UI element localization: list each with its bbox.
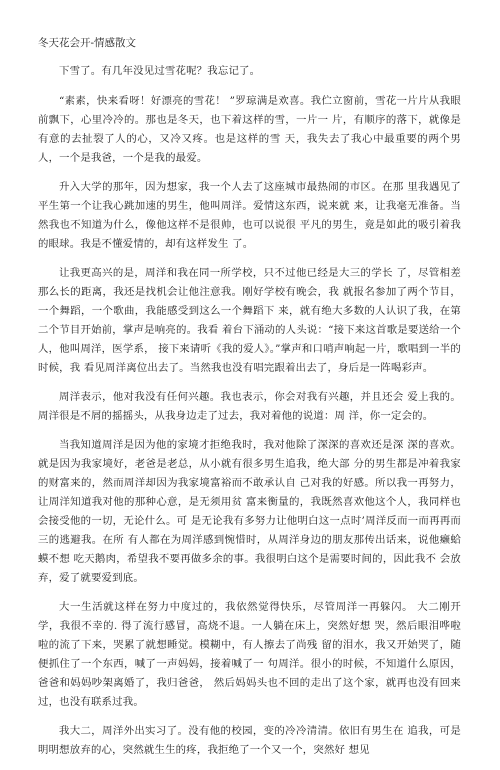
document-title: 冬天花会开-情感散文 — [38, 37, 137, 49]
paragraph: 当我知道周洋是因为他的家境才拒绝我时，我对他除了深深的喜欢还是深 深的喜欢。就是因为我家境好，老爸是老总，从小就有很多男生追我，绝大部 分的男生都是冲着我家的财富来的，然而周洋却因为我家境富裕而不敢承认自 己对我的好感。所以我一再努力，让周洋知道我对他的那种心意，是无须用贫 富来衡量的，我既然喜欢他这个人，我同样也会接受他的一切，无论什么。可 是无论我有多努力让他明白这一点时’周洋反而一而再再而三的逃避我。在所 有人都在为周洋感到惋惜时，从周洋身边的朋友那传出话来，说他癞蛤蟆不想 吃天鹅肉，希望我不要再做多余的事。我很明白这个是需要时间的，因此我不 会放弃，爱了就要爱到底。 — [38, 439, 461, 584]
document-body — [38, 62, 461, 770]
paragraph: 下雪了。有几年没见过雪花呢？我忘记了。 — [59, 65, 261, 77]
paragraph: 周洋表示，他对我没有任何兴趣。我也表示，你会对我有兴趣，并且还会 爱上我的。周洋很是不屑的摇摇头，从我身边走了过去，我对着他的说道：周 洋，你一定会的。 — [38, 391, 461, 422]
paragraph: 我大二，周洋外出实习了。没有他的校园，变的冷冷清清。依旧有男生在 追我，可是明明想放弃的心，突然就生生的疼，我拒绝了一个又一个，突然好 想见 — [38, 725, 461, 756]
paragraph: 升入大学的那年，因为想家，我一个人去了这座城市最热闹的市区。在那 里我遇见了平生第一个让我心跳加速的男生，他叫周洋。爱情这东西，说来就 来，让我毫无准备。当然我也不知道为什么，像他这样不是很帅，也可以说很 平凡的男生，竟是如此的吸引着我的眼球。我是不懂爱情的，却有这样发生 了。 — [38, 181, 461, 250]
paragraph: 大一生活就这样在努力中度过的，我依然觉得快乐，尽管周洋一再躲闪。 大二刚开学，我很不幸的. 得了流行感冒，高烧不退。一人躺在床上，突然好想 哭，然后眼泪哗啦啦的流了下来，哭累了就想睡觉。模糊中，有人擦去了尚残 留的泪水，我又开始哭了，随便抓住了一个东西，喊了一声妈妈，接着喊了一 句周洋。很小的时候，不知道什么原因，爸爸和妈妈吵架离婚了，我归爸爸， 然后妈妈头也不回的走出了这个家，就再也没有回来过，也没有联系过我。 — [38, 601, 461, 708]
paragraph: “素素，快来看呀！好漂亮的雪花！ ”罗琼满是欢喜。我伫立窗前，雪花一片片从我眼前飘下，心里冷冷的。那也是冬天，也下着这样的雪，一片一 片，有顺序的落下，就像是有意的去扯裂了人的心，又冷又疼。也是这样的雪 天，我失去了我心中最重要的两个男人，一个是我爸，一个是我的最爱。 — [38, 95, 461, 164]
paragraph: 让我更高兴的是，周洋和我在同一所学校，只不过他已经是大三的学长 了，尽管相差那么长的距离，我还是找机会让他注意我。刚好学校有晚会，我 就报名参加了两个节目，一个舞蹈，一个歌曲，我能感受到这么一个舞蹈下 来，就有绝大多数的人认识了我，在第二个节目开始前，掌声是响亮的。我看 着台下涌动的人头说：“接下来这首歌是要送给一个人，他叫周洋，医学系， 接下来请听《我的爱人》。”掌声和口哨声响起一片，歌唱到一半的时候，我 看见周洋离位出去了。当然我也没有唱完跟着出去了，身后是一阵喝彩声。 — [38, 267, 461, 374]
